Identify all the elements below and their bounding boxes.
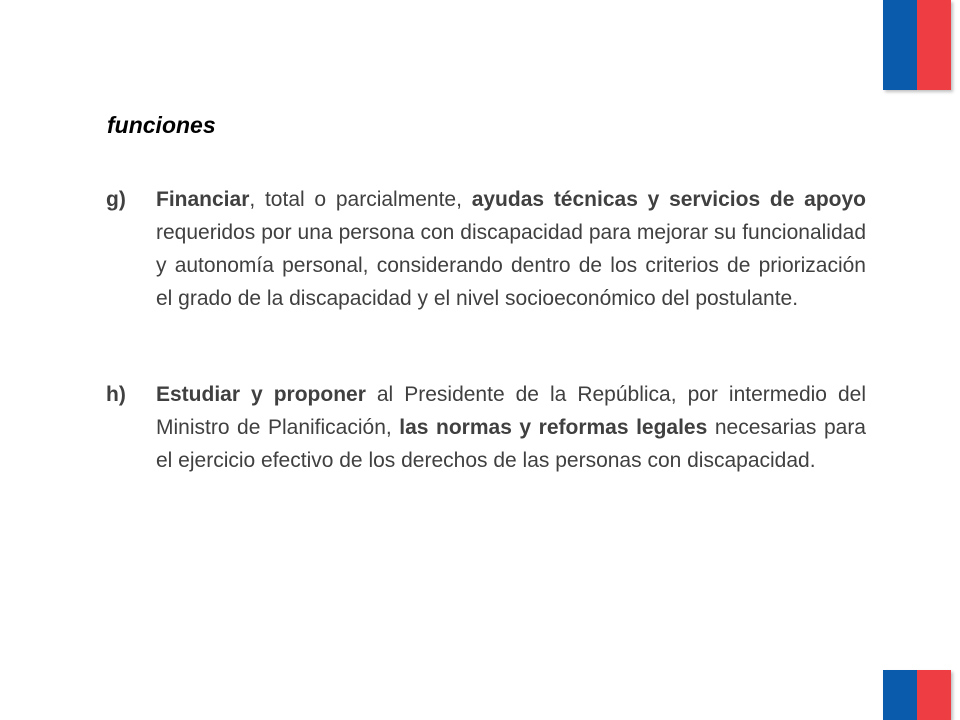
- flag-red-stripe: [917, 670, 951, 720]
- text-segment-bold: las normas y reformas legales: [399, 416, 708, 439]
- text-segment-bold: Estudiar y proponer: [156, 383, 366, 406]
- text-segment-bold: Financiar: [156, 188, 250, 211]
- list-item-h: [106, 378, 866, 477]
- list-item-text: [156, 378, 866, 477]
- text-segment: , total o parcialmente,: [249, 188, 472, 211]
- flag-blue-stripe: [883, 670, 917, 720]
- text-segment-bold: ayudas técnicas y servicios de apoyo: [471, 188, 866, 211]
- text-segment: necesarias para el ejercicio efectivo de los derechos de las personas con discapacidad.: [156, 416, 866, 472]
- flag-red-stripe: [917, 0, 951, 90]
- flag-decoration-bottom: [883, 670, 951, 720]
- section-heading: funciones: [107, 112, 216, 138]
- list-item-letter: h): [106, 383, 126, 406]
- text-segment: al Presidente de la República, por intermedio del Ministro de Planificación,: [156, 383, 866, 439]
- text-segment: requeridos por una persona con discapacidad para mejorar su funcionalidad y autonomía personal, considerando dentro de los criterios de priorización el grado de la discapacidad y el nivel socioeconómico del postulante.: [156, 221, 866, 310]
- list-item-letter: g): [106, 188, 126, 211]
- flag-decoration-top: [883, 0, 951, 90]
- flag-blue-stripe: [883, 0, 917, 90]
- list-item-g: [106, 183, 866, 315]
- list-item-text: [156, 183, 866, 315]
